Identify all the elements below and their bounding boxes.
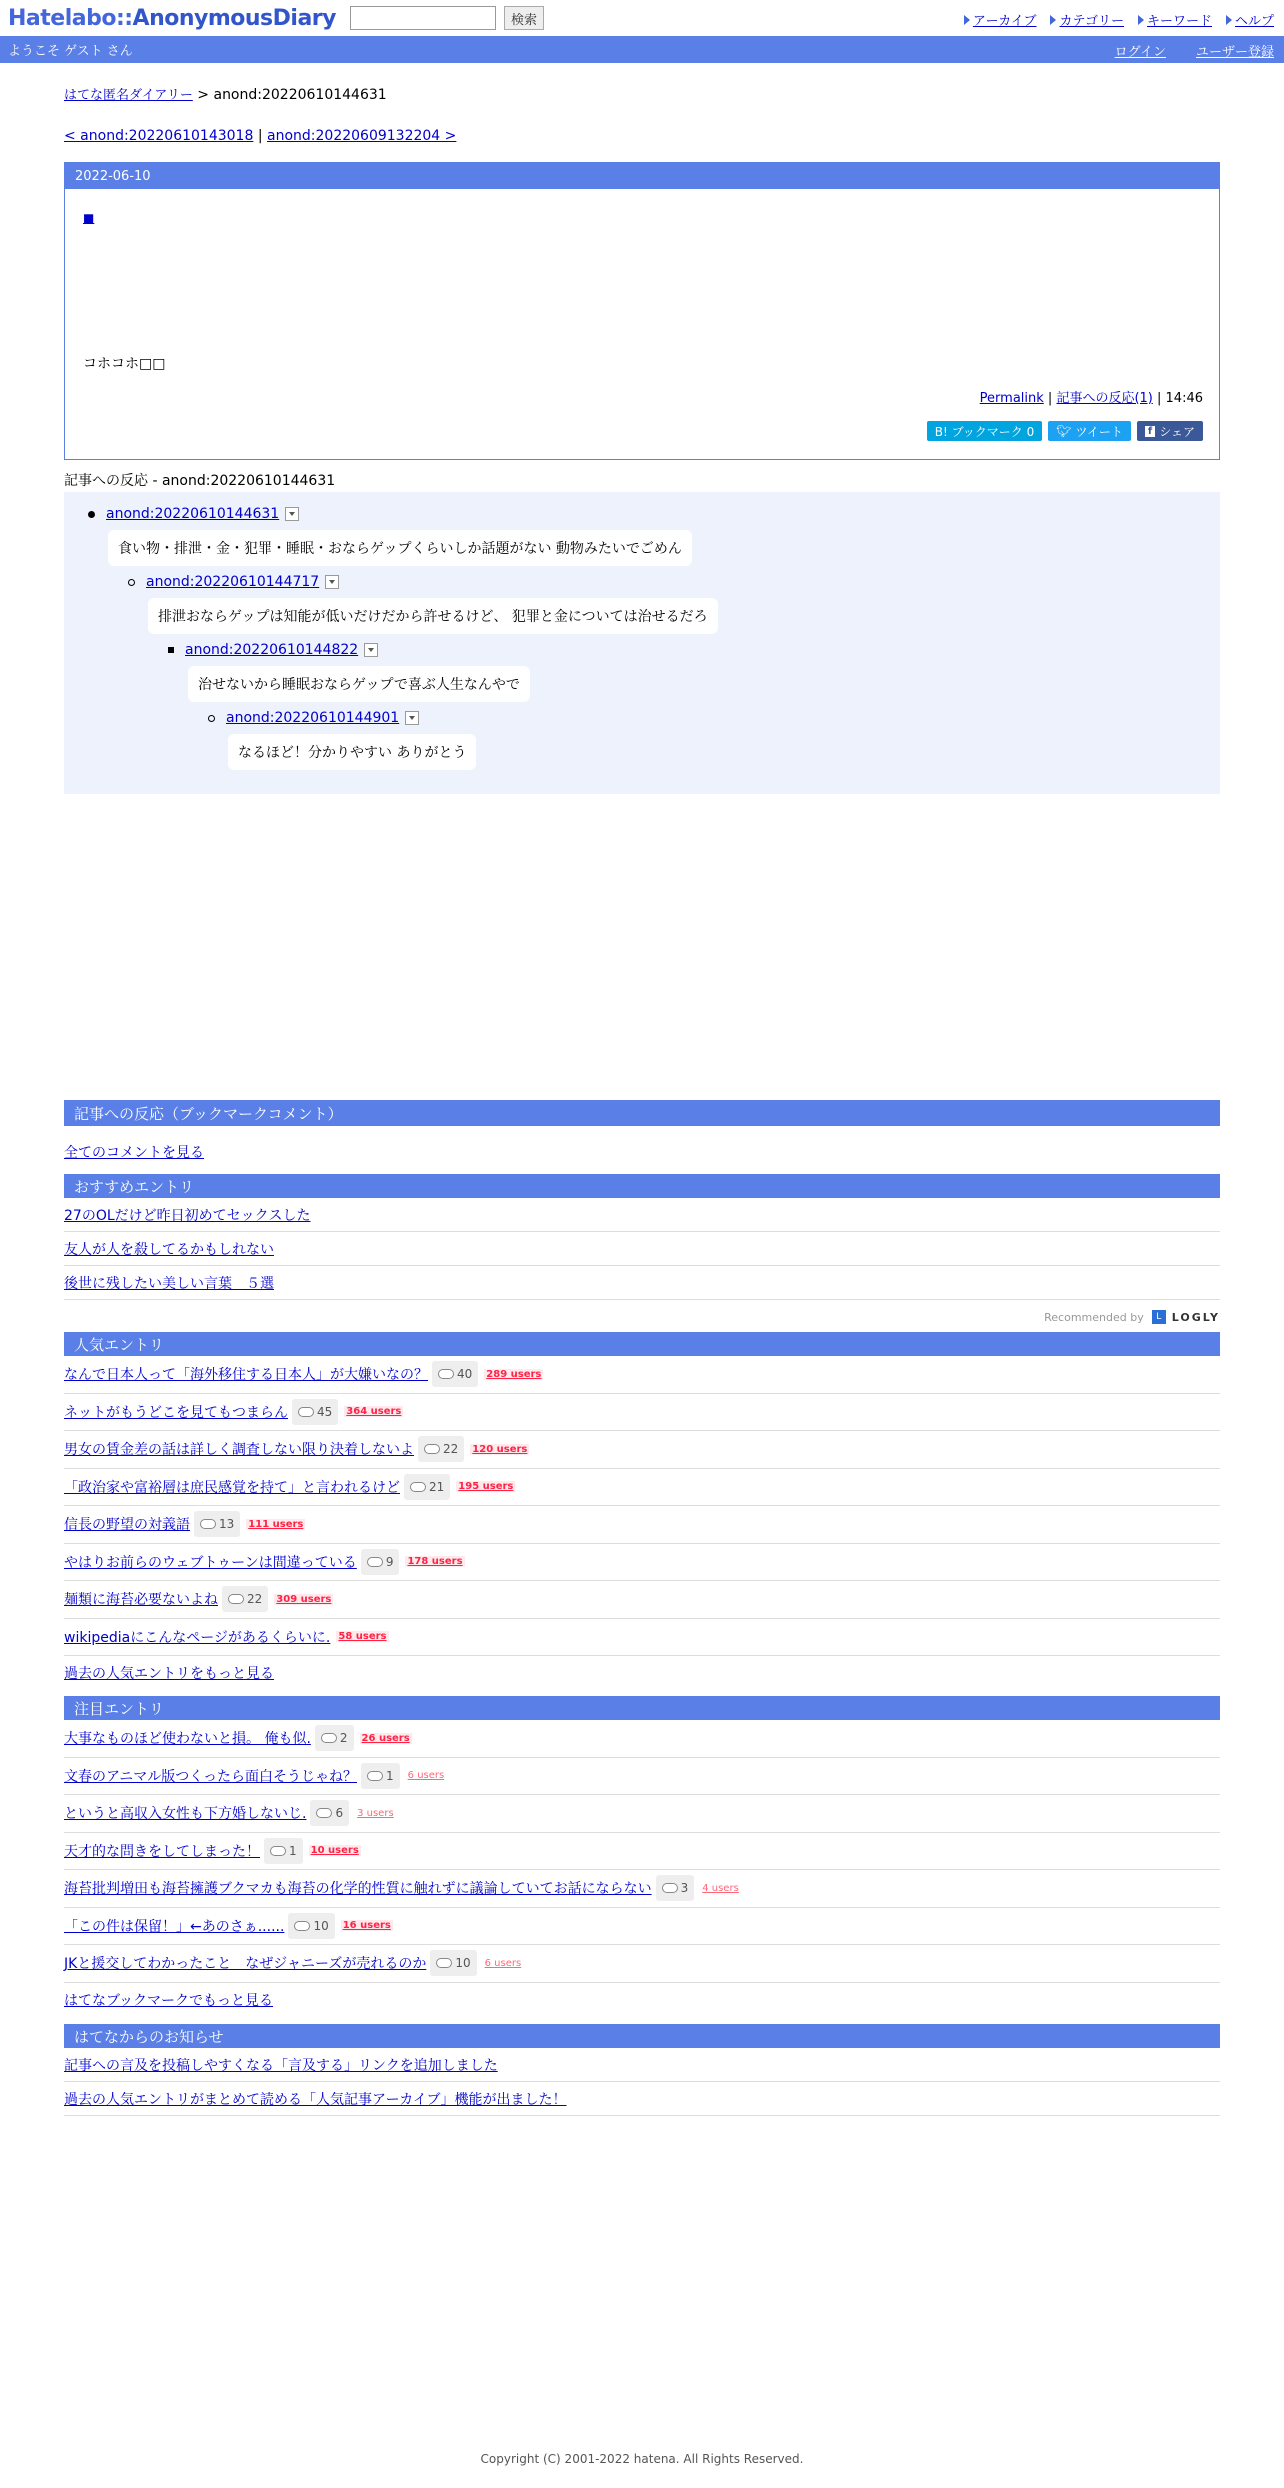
- comment-count-badge[interactable]: [404, 1474, 450, 1500]
- circle-bullet-icon: [128, 579, 135, 586]
- bookmark-users-badge[interactable]: 111 users: [248, 1518, 304, 1530]
- comment-count: 9: [385, 1554, 394, 1569]
- tree-node-text: 食い物・排泄・金・犯罪・睡眠・おならゲップくらいしか話題がない 動物みたいでごめん: [108, 530, 692, 566]
- entry-link[interactable]: 「政治家や富裕層は庶民感覚を持て」と言われるけど: [64, 1479, 400, 1496]
- comment-count: 45: [317, 1404, 333, 1419]
- bookmark-users-badge[interactable]: 26 users: [361, 1732, 410, 1744]
- disc-bullet-icon: [88, 511, 95, 518]
- entry-footer: [980, 387, 1203, 406]
- comment-count-badge[interactable]: [194, 1511, 240, 1537]
- breadcrumb-current: anond:20220610144631: [213, 87, 387, 103]
- comment-bubble-icon: [424, 1444, 440, 1454]
- comment-count-badge[interactable]: [430, 1950, 476, 1976]
- entry-link[interactable]: というと高収入女性も下方婚しないじ.: [64, 1806, 307, 1823]
- comment-bubble-icon: [294, 1921, 310, 1931]
- entry-link[interactable]: JKと援交してわかったこと なぜジャニーズが売れるのか: [64, 1956, 427, 1973]
- recommended-link[interactable]: 友人が人を殺してるかもしれない: [64, 1241, 274, 1258]
- comment-count-badge[interactable]: [418, 1436, 464, 1462]
- bookmark-users-badge[interactable]: 120 users: [472, 1443, 528, 1455]
- list-item: [64, 2048, 1220, 2082]
- entry-link[interactable]: 大事なものほど使わないと損。 俺も似.: [64, 1731, 311, 1748]
- welcome-text: ようこそ ゲスト さん: [8, 44, 133, 59]
- user-bar: [0, 36, 1284, 63]
- comment-count-badge[interactable]: [310, 1800, 349, 1826]
- comment-count-badge[interactable]: [361, 1549, 400, 1575]
- recommended-by-text: Recommended by: [1044, 1310, 1144, 1324]
- reactions-link[interactable]: 記事への反応(1): [1056, 391, 1153, 406]
- search-button[interactable]: 検索: [504, 6, 544, 30]
- bookmark-users-badge[interactable]: 309 users: [276, 1593, 332, 1605]
- entry-date: 2022-06-10: [65, 163, 1219, 189]
- tree-node-link[interactable]: anond:20220610144822: [185, 642, 359, 658]
- entry-row: [64, 1394, 1220, 1432]
- hatena-bookmark-button[interactable]: B! ブックマーク 0: [927, 421, 1042, 441]
- entry-row: [64, 1544, 1220, 1582]
- logly-logo-icon: L: [1152, 1310, 1166, 1324]
- register-link[interactable]: ユーザー登録: [1195, 45, 1274, 60]
- comment-count: 13: [219, 1517, 235, 1532]
- comment-count: 40: [457, 1367, 473, 1382]
- comment-count-badge[interactable]: [288, 1913, 334, 1939]
- more-link[interactable]: 過去の人気エントリをもっと見る: [64, 1666, 274, 1682]
- copyright: Copyright (C) 2001-2022 hatena. All Rights Reserved.: [480, 2452, 804, 2466]
- bookmark-users-badge[interactable]: 6 users: [484, 1957, 522, 1969]
- dropdown-icon[interactable]: [364, 643, 378, 657]
- list-item: [64, 1266, 1220, 1300]
- entry-row: [64, 1431, 1220, 1469]
- entry-pager: [64, 128, 456, 144]
- entry-row: [64, 1720, 1220, 1758]
- nav-label: ヘルプ: [1234, 14, 1274, 29]
- list-item: [64, 2082, 1220, 2116]
- entry-link[interactable]: ネットがもうどこを見てもつまらん: [64, 1404, 288, 1421]
- entry-link[interactable]: 文春のアニマル版つくったら面白そうじゃね？: [64, 1768, 358, 1785]
- entry-row: [64, 1581, 1220, 1619]
- comment-count-badge[interactable]: [222, 1586, 268, 1612]
- comment-bubble-icon: [228, 1594, 244, 1604]
- comment-count-badge[interactable]: [432, 1361, 478, 1387]
- entry-row: [64, 1833, 1220, 1871]
- logly-credit[interactable]: [1044, 1310, 1220, 1324]
- entry-link[interactable]: 「この件は保留！」←あのさぁ......: [64, 1918, 285, 1935]
- comment-bubble-icon: [321, 1733, 337, 1743]
- more-link[interactable]: はてなブックマークでもっと見る: [64, 1992, 274, 2009]
- bookmark-users-badge[interactable]: 195 users: [458, 1481, 514, 1493]
- tree-node: [128, 574, 339, 590]
- more-row: [64, 1656, 1220, 1690]
- pager-sep: |: [253, 128, 268, 144]
- nav-archive[interactable]: [964, 10, 1037, 29]
- comment-count-badge[interactable]: [264, 1838, 303, 1864]
- bookmark-users-badge[interactable]: 4 users: [702, 1882, 739, 1894]
- recommended-header: おすすめエントリ: [64, 1174, 1220, 1198]
- permalink[interactable]: Permalink: [979, 391, 1044, 406]
- facebook-icon: f: [1145, 426, 1155, 437]
- entry-anchor-link[interactable]: ■: [83, 211, 95, 225]
- comment-bubble-icon: [316, 1808, 332, 1818]
- dropdown-icon[interactable]: [405, 711, 419, 725]
- bookmark-users-badge[interactable]: 58 users: [338, 1631, 387, 1643]
- tree-node: [168, 642, 378, 658]
- login-link[interactable]: ログイン: [1114, 45, 1166, 60]
- reaction-tree: [64, 492, 1220, 794]
- entry-row: [64, 1945, 1220, 1983]
- tree-node: [88, 506, 299, 522]
- tree-node-text: 排泄おならゲップは知能が低いだけだから許せるけど、 犯罪と金については治せるだろ: [148, 598, 718, 634]
- entry-link[interactable]: 海苔批判増田も海苔擁護ブクマカも海苔の化学的性質に触れずに議論していてお話にならない: [64, 1881, 652, 1898]
- logly-brand: LOGLY: [1171, 1310, 1220, 1324]
- all-comments-link[interactable]: 全てのコメントを見る: [64, 1145, 204, 1161]
- list-item: [64, 1134, 1220, 1170]
- entry-time: 14:46: [1165, 391, 1203, 406]
- comment-count: 10: [313, 1918, 329, 1933]
- entry-link[interactable]: なんで日本人って「海外移住する日本人」が大嫌いなの？: [64, 1367, 428, 1384]
- comment-count: 22: [247, 1592, 263, 1607]
- comment-count: 10: [455, 1956, 471, 1971]
- logo-main: Hatelabo::: [8, 5, 133, 31]
- comment-count-badge[interactable]: [361, 1763, 400, 1789]
- reaction-title: 記事への反応 - anond:20220610144631: [64, 470, 1220, 493]
- entry-row: [64, 1908, 1220, 1946]
- bookmark-users-badge[interactable]: 6 users: [407, 1770, 445, 1782]
- top-header: [0, 0, 1284, 36]
- entry-row: [64, 1356, 1220, 1394]
- bookmark-users-badge[interactable]: 178 users: [407, 1556, 463, 1568]
- entry-row: [64, 1795, 1220, 1833]
- circle-bullet-icon: [208, 715, 215, 722]
- triangle-icon: [1226, 15, 1232, 25]
- comment-bubble-icon: [662, 1883, 678, 1893]
- triangle-icon: [1138, 15, 1144, 25]
- bookmark-users-badge[interactable]: 364 users: [346, 1406, 402, 1418]
- bookmark-users-badge[interactable]: 289 users: [486, 1368, 542, 1380]
- dropdown-icon[interactable]: [285, 507, 299, 521]
- facebook-share-button[interactable]: [1137, 421, 1203, 441]
- bookmark-users-badge[interactable]: 3 users: [357, 1807, 394, 1819]
- tree-node: [208, 710, 419, 726]
- comment-count: 6: [335, 1806, 344, 1821]
- more-row: [64, 1983, 1220, 2017]
- entry-link[interactable]: 信長の野望の対義語: [64, 1517, 190, 1534]
- entry-row: [64, 1870, 1220, 1908]
- news-header: はてなからのお知らせ: [64, 2024, 1220, 2048]
- tweet-label: ツイート: [1075, 424, 1123, 439]
- nav-keyword[interactable]: [1138, 10, 1212, 29]
- breadcrumb: [64, 84, 387, 103]
- search-input[interactable]: [350, 6, 496, 30]
- tree-node-link[interactable]: anond:20220610144717: [146, 574, 320, 590]
- notable-header: 注目エントリ: [64, 1696, 1220, 1720]
- comment-bubble-icon: [367, 1557, 383, 1567]
- logo-sub: AnonymousDiary: [132, 5, 336, 31]
- twitter-bird-icon: 🐦︎: [1056, 424, 1072, 438]
- list-item: [64, 1198, 1220, 1232]
- entry-link[interactable]: やはりお前らのウェブトゥーンは間違っている: [64, 1554, 357, 1571]
- diary-entry: [64, 162, 1220, 460]
- comment-count: 21: [429, 1479, 445, 1494]
- nav-label: アーカイブ: [972, 14, 1037, 29]
- comment-bubble-icon: [410, 1482, 426, 1492]
- comment-bubble-icon: [270, 1846, 286, 1856]
- breadcrumb-root[interactable]: はてな匿名ダイアリー: [64, 88, 193, 103]
- list-item: [64, 1232, 1220, 1266]
- comment-count-badge[interactable]: [656, 1875, 695, 1901]
- entry-row: [64, 1506, 1220, 1544]
- comment-bubble-icon: [436, 1958, 452, 1968]
- entry-link[interactable]: 男女の賃金差の話は詳しく調査しない限り決着しないよ: [64, 1442, 414, 1459]
- entry-link[interactable]: 天才的な問きをしてしまった！: [64, 1843, 260, 1860]
- breadcrumb-sep: >: [192, 87, 214, 103]
- tree-node-text: 治せないから睡眠おならゲップで喜ぶ人生なんやで: [188, 666, 530, 702]
- entry-link[interactable]: wikipediaにこんなページがあるくらいに.: [64, 1629, 331, 1646]
- news-link[interactable]: 過去の人気エントリがまとめて読める「人気記事アーカイブ」機能が出ました！: [64, 2091, 567, 2108]
- footer-sep: |: [1152, 391, 1166, 406]
- comment-count: 1: [386, 1768, 394, 1783]
- nav-label: カテゴリー: [1059, 14, 1124, 29]
- tree-node-text: なるほど！分かりやすい ありがとう: [228, 734, 476, 770]
- dropdown-icon[interactable]: [325, 575, 339, 589]
- comment-count: 22: [443, 1442, 459, 1457]
- comment-count: 1: [289, 1843, 297, 1858]
- share-buttons: [927, 421, 1203, 441]
- tree-node-link[interactable]: anond:20220610144631: [106, 506, 280, 522]
- entry-row: [64, 1758, 1220, 1796]
- comment-bubble-icon: [438, 1369, 454, 1379]
- triangle-icon: [1050, 15, 1056, 25]
- triangle-icon: [964, 15, 970, 25]
- popular-header: 人気エントリ: [64, 1332, 1220, 1356]
- nav-help[interactable]: [1226, 10, 1274, 29]
- entry-body: コホコホ□□: [83, 356, 166, 372]
- comment-count-badge[interactable]: [292, 1399, 338, 1425]
- comment-count-badge[interactable]: [315, 1725, 354, 1751]
- nav-label: キーワード: [1146, 14, 1212, 29]
- comment-bubble-icon: [367, 1771, 383, 1781]
- entry-row: [64, 1469, 1220, 1507]
- fb-label: シェア: [1159, 424, 1195, 439]
- entry-link[interactable]: 麺類に海苔必要ないよね: [64, 1592, 218, 1609]
- footer-sep: |: [1043, 391, 1057, 406]
- comment-bubble-icon: [298, 1407, 314, 1417]
- bookmark-users-badge[interactable]: 16 users: [342, 1920, 391, 1932]
- recommended-link[interactable]: 後世に残したい美しい言葉 ５選: [64, 1275, 274, 1292]
- prev-entry-link[interactable]: < anond:20220610143018: [64, 128, 254, 144]
- bookmark-comments-header: 記事への反応（ブックマークコメント）: [64, 1100, 1220, 1126]
- bookmark-users-badge[interactable]: 10 users: [310, 1845, 359, 1857]
- site-logo[interactable]: [8, 6, 336, 31]
- nav-category[interactable]: [1050, 10, 1123, 29]
- next-entry-link[interactable]: anond:20220609132204 >: [267, 128, 457, 144]
- comment-bubble-icon: [200, 1519, 216, 1529]
- comment-count: 2: [339, 1731, 348, 1746]
- recommended-link[interactable]: 27のOLだけど昨日初めてセックスした: [64, 1207, 311, 1224]
- tweet-button[interactable]: [1048, 421, 1131, 441]
- comment-count: 3: [680, 1881, 689, 1896]
- entry-row: [64, 1619, 1220, 1657]
- square-bullet-icon: [168, 647, 174, 653]
- top-nav: [964, 10, 1274, 29]
- tree-node-link[interactable]: anond:20220610144901: [226, 710, 400, 726]
- news-link[interactable]: 記事への言及を投稿しやすくなる「言及する」リンクを追加しました: [64, 2057, 498, 2074]
